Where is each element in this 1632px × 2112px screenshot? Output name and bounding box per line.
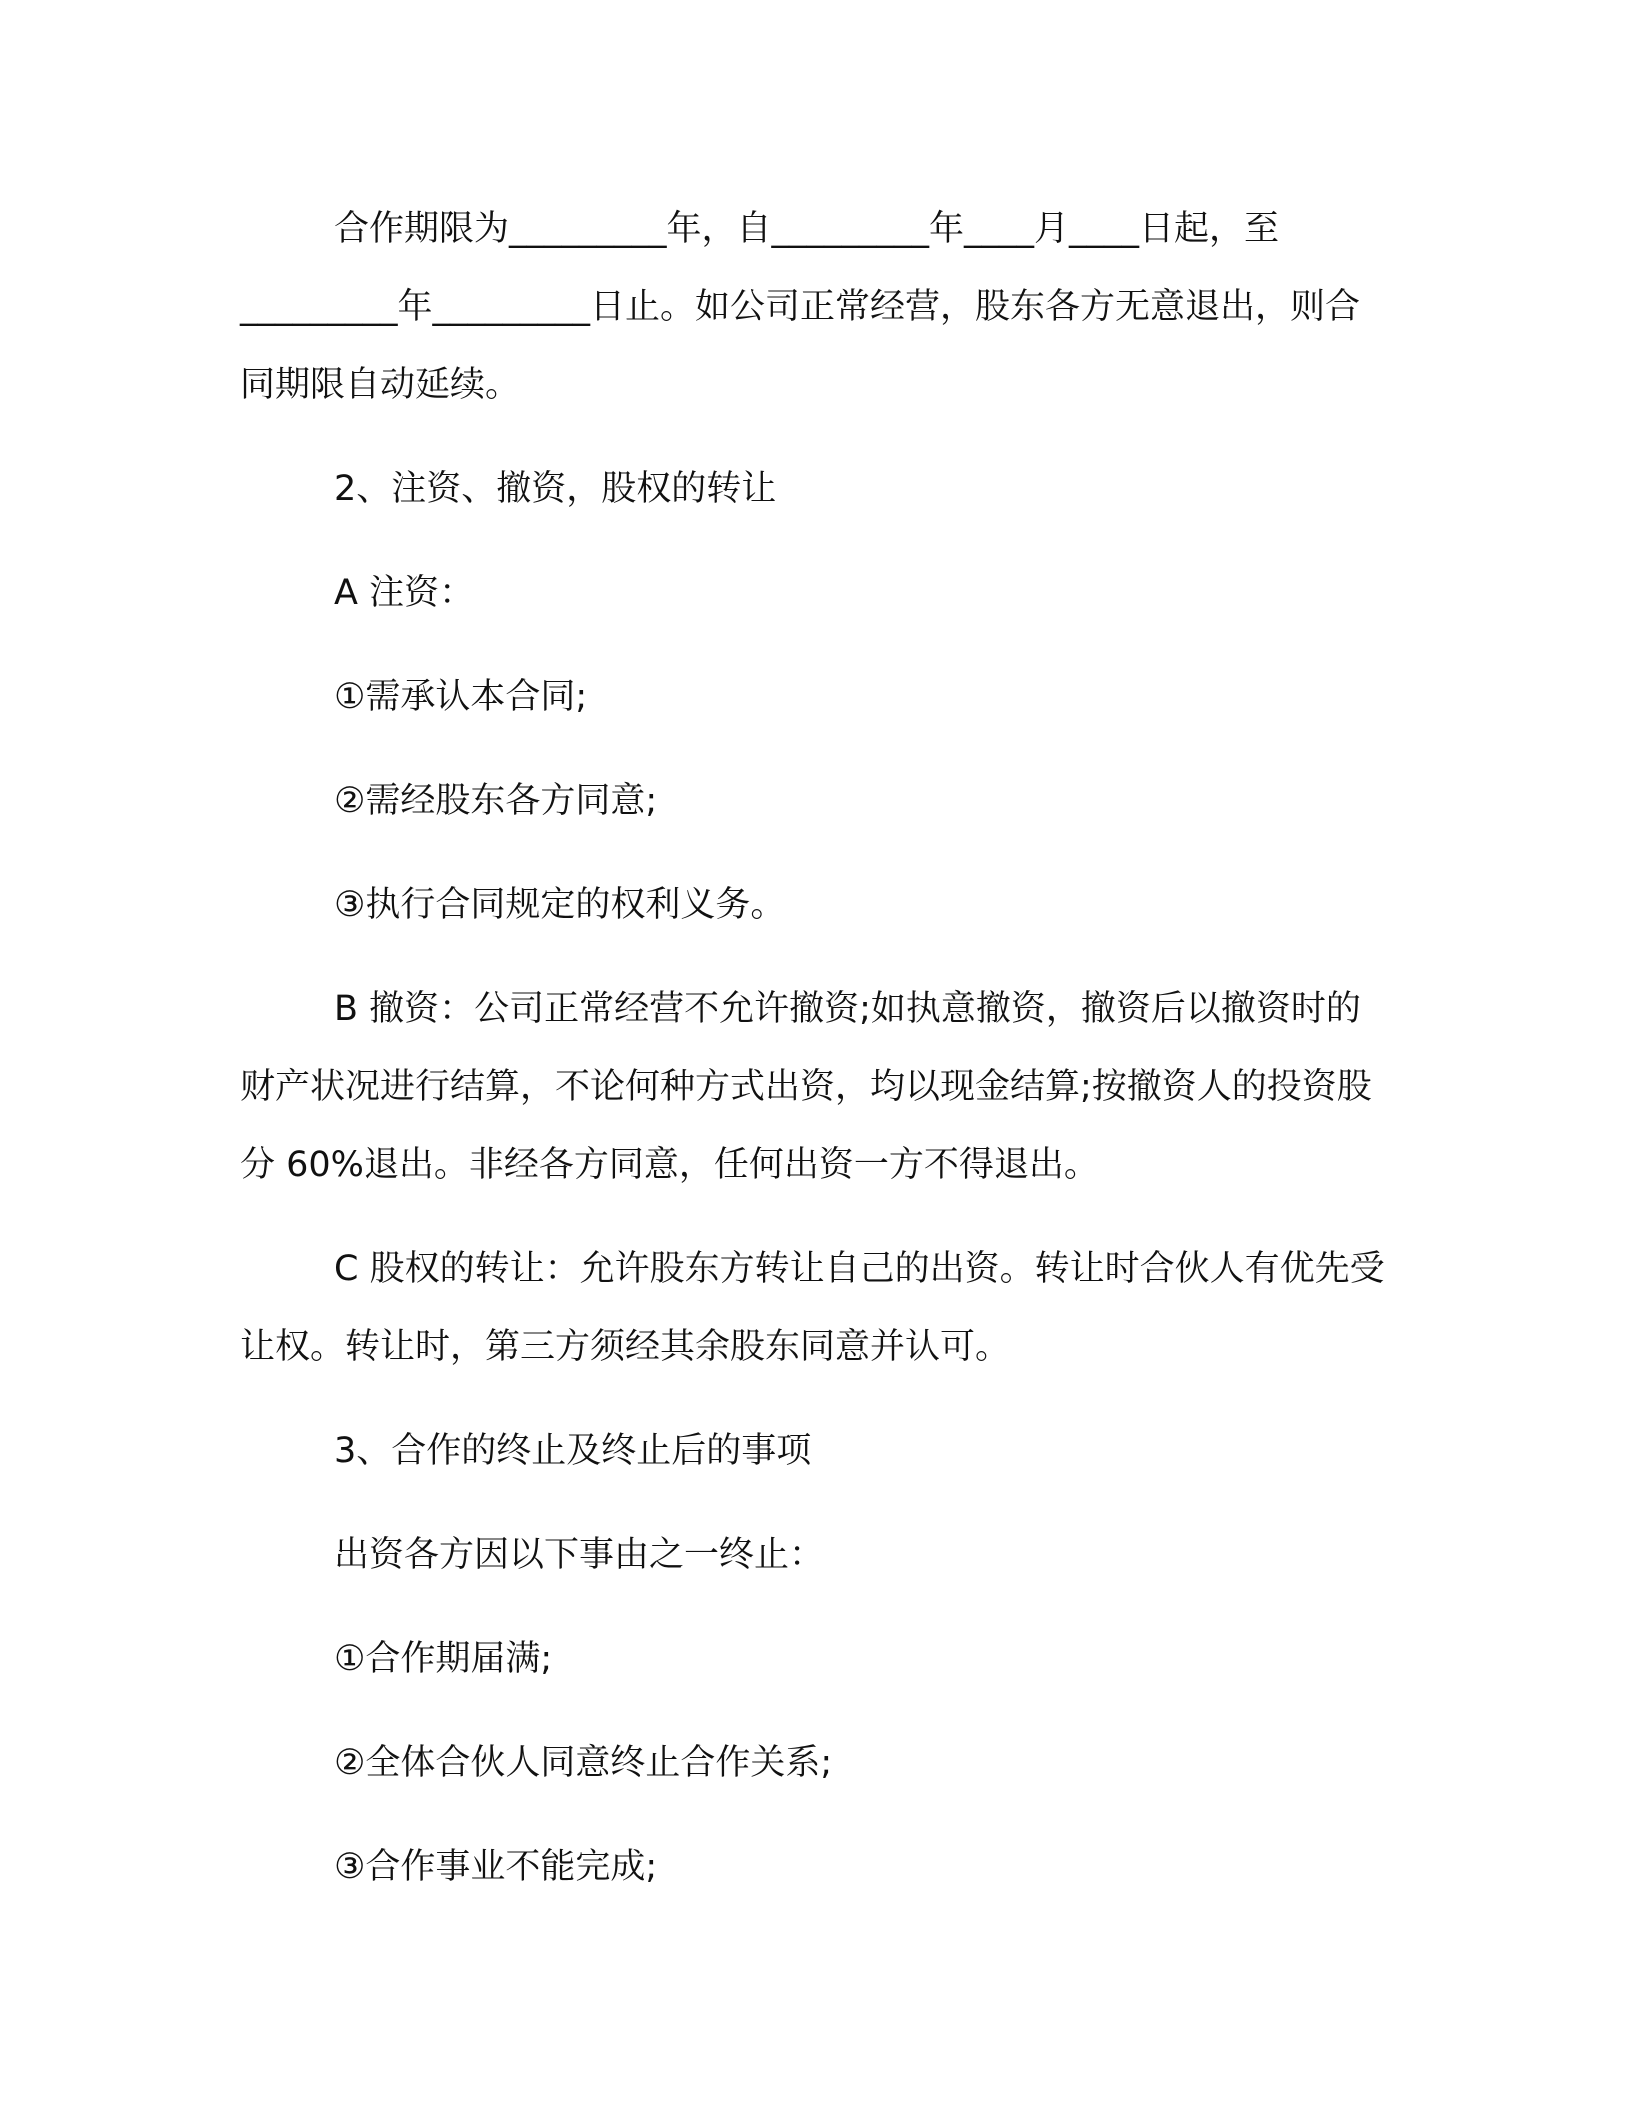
term-paragraph: 合作期限为_________年，自_________年____月____日起，至_________年_________日止。如公司正常经营，股东各方无意退出，则合同期限自动延续。 (240, 209, 1361, 405)
equity-transfer-paragraph: C 股权的转让：允许股东方转让自己的出资。转让时合伙人有优先受让权。转让时，第三方须经其余股东同意并认可。 (240, 1249, 1385, 1367)
document-page (240, 190, 1390, 1932)
withdrawal-paragraph: B 撤资：公司正常经营不允许撤资;如执意撤资，撤资后以撤资时的财产状况进行结算，不论何种方式出资，均以现金结算;按撤资人的投资股分 60%退出。非经各方同意，任何出资一方不得退出。 (240, 989, 1372, 1185)
injection-item-2: ②需经股东各方同意; (334, 781, 658, 821)
injection-item-1: ①需承认本合同; (334, 677, 588, 717)
termination-intro: 出资各方因以下事由之一终止： (334, 1535, 825, 1575)
termination-item-3: ③合作事业不能完成; (334, 1847, 658, 1887)
section-2-heading: 2、注资、撤资，股权的转让 (334, 469, 777, 509)
termination-item-1: ①合作期届满; (334, 1639, 553, 1679)
injection-item-3: ③执行合同规定的权利义务。 (334, 885, 786, 925)
capital-injection-heading: A 注资： (334, 573, 475, 613)
section-3-heading: 3、合作的终止及终止后的事项 (334, 1431, 812, 1471)
termination-item-2: ②全体合伙人同意终止合作关系; (334, 1743, 833, 1783)
